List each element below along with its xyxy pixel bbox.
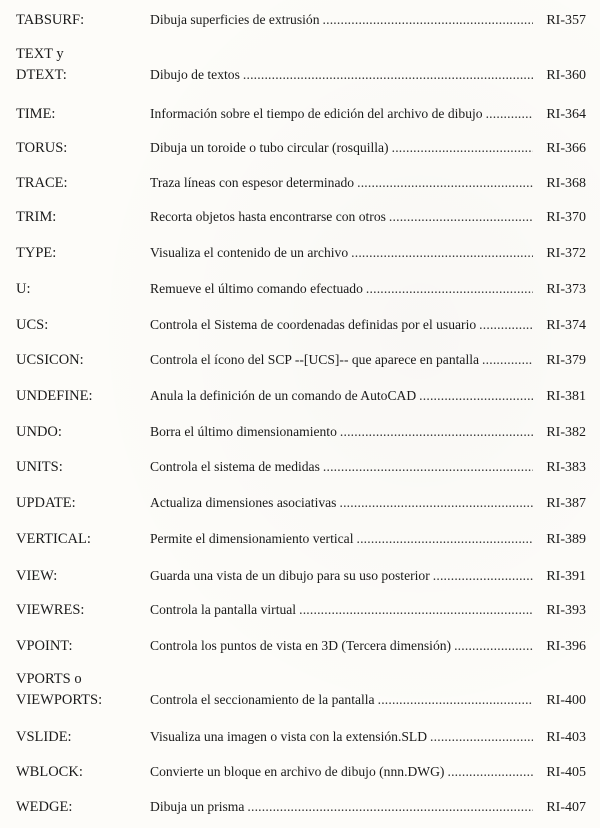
page-reference: RI-393 <box>546 603 586 618</box>
dot-leader <box>340 422 533 442</box>
entry-line <box>150 600 586 620</box>
command-description: Controla los puntos de vista en 3D (Tercera dimensión) <box>150 638 452 653</box>
dot-leader <box>419 386 533 406</box>
index-entry-update <box>0 493 600 513</box>
command-description: Remueve el último comando efectuado <box>150 281 363 296</box>
index-entry-wedge <box>0 797 600 817</box>
command-description: Dibuja un toroide o tubo circular (rosquilla) <box>150 140 389 155</box>
command-description: Borra el último dimensionamiento <box>150 424 337 439</box>
dot-leader <box>378 690 533 710</box>
command-name: UNDEFINE: <box>16 388 93 404</box>
command-name: WEDGE: <box>16 799 73 815</box>
index-entry-vpoint <box>0 636 600 656</box>
entry-line <box>150 422 586 442</box>
index-entry-type <box>0 243 600 263</box>
dot-leader <box>323 457 533 477</box>
entry-line <box>150 566 586 586</box>
page-reference: RI-366 <box>546 141 586 156</box>
entry-line <box>150 762 586 782</box>
index-entry-undo <box>0 422 600 442</box>
page-reference: RI-373 <box>546 282 586 297</box>
index-entry-viewres <box>0 600 600 620</box>
command-name: TIME: <box>16 106 56 122</box>
dot-leader <box>447 762 533 782</box>
dot-leader <box>323 10 534 30</box>
command-name: UCS: <box>16 317 49 333</box>
command-description: Traza líneas con espesor determinado <box>150 175 355 190</box>
command-description: Visualiza una imagen o vista con la extensión.SLD <box>150 729 428 744</box>
command-description: Controla la pantalla virtual <box>150 602 297 617</box>
page-reference: RI-372 <box>546 246 586 261</box>
entry-line <box>150 690 586 710</box>
index-entry-units <box>0 457 600 477</box>
dot-leader <box>479 315 533 335</box>
index-entry-vslide <box>0 727 600 747</box>
command-name: UNDO: <box>16 424 62 440</box>
command-name: VPORTS o VIEWPORTS: <box>16 671 103 708</box>
dot-leader <box>366 279 533 299</box>
dot-leader <box>357 173 533 193</box>
command-name: TRACE: <box>16 175 68 191</box>
page-reference: RI-368 <box>546 176 586 191</box>
entry-line <box>150 797 586 817</box>
page-reference: RI-383 <box>546 460 586 475</box>
command-description: Dibuja un prisma <box>150 799 245 814</box>
index-entry-trace <box>0 173 600 193</box>
entry-line <box>150 727 586 747</box>
dot-leader <box>433 566 533 586</box>
entry-line <box>150 529 586 549</box>
page-reference: RI-389 <box>546 532 586 547</box>
page-reference: RI-403 <box>546 730 586 745</box>
dot-leader <box>454 636 533 656</box>
page-reference: RI-400 <box>546 693 586 708</box>
entry-line <box>150 138 586 158</box>
command-description: Dibujo de textos <box>150 67 240 82</box>
dot-leader <box>389 207 533 227</box>
index-entry-ucs <box>0 315 600 335</box>
command-description: Controla el seccionamiento de la pantalla <box>150 692 375 707</box>
index-entry-u <box>0 279 600 299</box>
entry-line <box>150 386 586 406</box>
dot-leader <box>482 350 533 370</box>
entry-line <box>150 65 586 85</box>
entry-line <box>150 493 586 513</box>
command-description: Controla el Sistema de coordenadas definidas por el usuario <box>150 317 477 332</box>
command-description: Controla el sistema de medidas <box>150 459 320 474</box>
dot-leader <box>356 529 533 549</box>
command-name: TYPE: <box>16 245 57 261</box>
command-description: Visualiza el contenido de un archivo <box>150 245 349 260</box>
command-description: Controla el ícono del SCP --[UCS]-- que aparece en pantalla <box>150 352 480 367</box>
page-reference: RI-387 <box>546 496 586 511</box>
command-description: Información sobre el tiempo de edición del archivo de dibujo <box>150 106 483 121</box>
page-reference: RI-374 <box>546 318 586 333</box>
entry-line <box>150 315 586 335</box>
entry-line <box>150 207 586 227</box>
page-reference: RI-391 <box>546 569 586 584</box>
entry-line <box>150 173 586 193</box>
index-entry-wblock <box>0 762 600 782</box>
command-name: TEXT y DTEXT: <box>16 46 67 83</box>
dot-leader <box>299 600 533 620</box>
page-reference: RI-370 <box>546 210 586 225</box>
page-reference: RI-407 <box>546 800 586 815</box>
index-entry-text-dtext <box>0 46 600 85</box>
index-entry-time <box>0 104 600 124</box>
entry-line <box>150 457 586 477</box>
page-reference: RI-360 <box>546 68 586 83</box>
dot-leader <box>243 65 533 85</box>
page-reference: RI-379 <box>546 353 586 368</box>
entry-line <box>150 636 586 656</box>
dot-leader <box>486 104 533 124</box>
command-description: Permite el dimensionamiento vertical <box>150 531 354 546</box>
index-entry-trim <box>0 207 600 227</box>
dot-leader <box>247 797 533 817</box>
index-entry-torus <box>0 138 600 158</box>
command-name: UCSICON: <box>16 352 84 368</box>
index-entry-view <box>0 566 600 586</box>
index-entry-tabsurf <box>0 10 600 30</box>
entry-line <box>150 10 586 30</box>
command-name: UPDATE: <box>16 495 76 511</box>
entry-line <box>150 243 586 263</box>
page-reference: RI-405 <box>546 765 586 780</box>
dot-leader <box>392 138 533 158</box>
command-name: VERTICAL: <box>16 531 91 547</box>
command-name: VSLIDE: <box>16 729 72 745</box>
page-reference: RI-382 <box>546 425 586 440</box>
command-name: VIEW: <box>16 568 58 584</box>
entry-line <box>150 350 586 370</box>
dot-leader <box>339 493 533 513</box>
index-entry-undefine <box>0 386 600 406</box>
command-name: TABSURF: <box>16 12 85 28</box>
command-description: Anula la definición de un comando de AutoCAD <box>150 388 417 403</box>
page-reference: RI-396 <box>546 639 586 654</box>
index-entry-vports-viewports <box>0 671 600 710</box>
command-name: TRIM: <box>16 209 57 225</box>
page-reference: RI-357 <box>546 13 586 28</box>
command-name: VIEWRES: <box>16 602 85 618</box>
page-reference: RI-381 <box>546 389 586 404</box>
entry-line <box>150 104 586 124</box>
command-description: Recorta objetos hasta encontrarse con otros <box>150 209 386 224</box>
dot-leader <box>430 727 533 747</box>
command-description: Actualiza dimensiones asociativas <box>150 495 337 510</box>
index-entry-ucsicon <box>0 350 600 370</box>
command-name: VPOINT: <box>16 638 73 654</box>
command-name: WBLOCK: <box>16 764 83 780</box>
command-description: Guarda una vista de un dibujo para su uso posterior <box>150 568 430 583</box>
page-reference: RI-364 <box>546 107 586 122</box>
entry-line <box>150 279 586 299</box>
command-description: Convierte un bloque en archivo de dibujo (nnn.DWG) <box>150 764 445 779</box>
dot-leader <box>351 243 533 263</box>
index-entry-vertical <box>0 529 600 549</box>
command-name: UNITS: <box>16 459 63 475</box>
command-name: U: <box>16 281 31 297</box>
command-description: Dibuja superficies de extrusión <box>150 12 320 27</box>
command-name: TORUS: <box>16 140 68 156</box>
